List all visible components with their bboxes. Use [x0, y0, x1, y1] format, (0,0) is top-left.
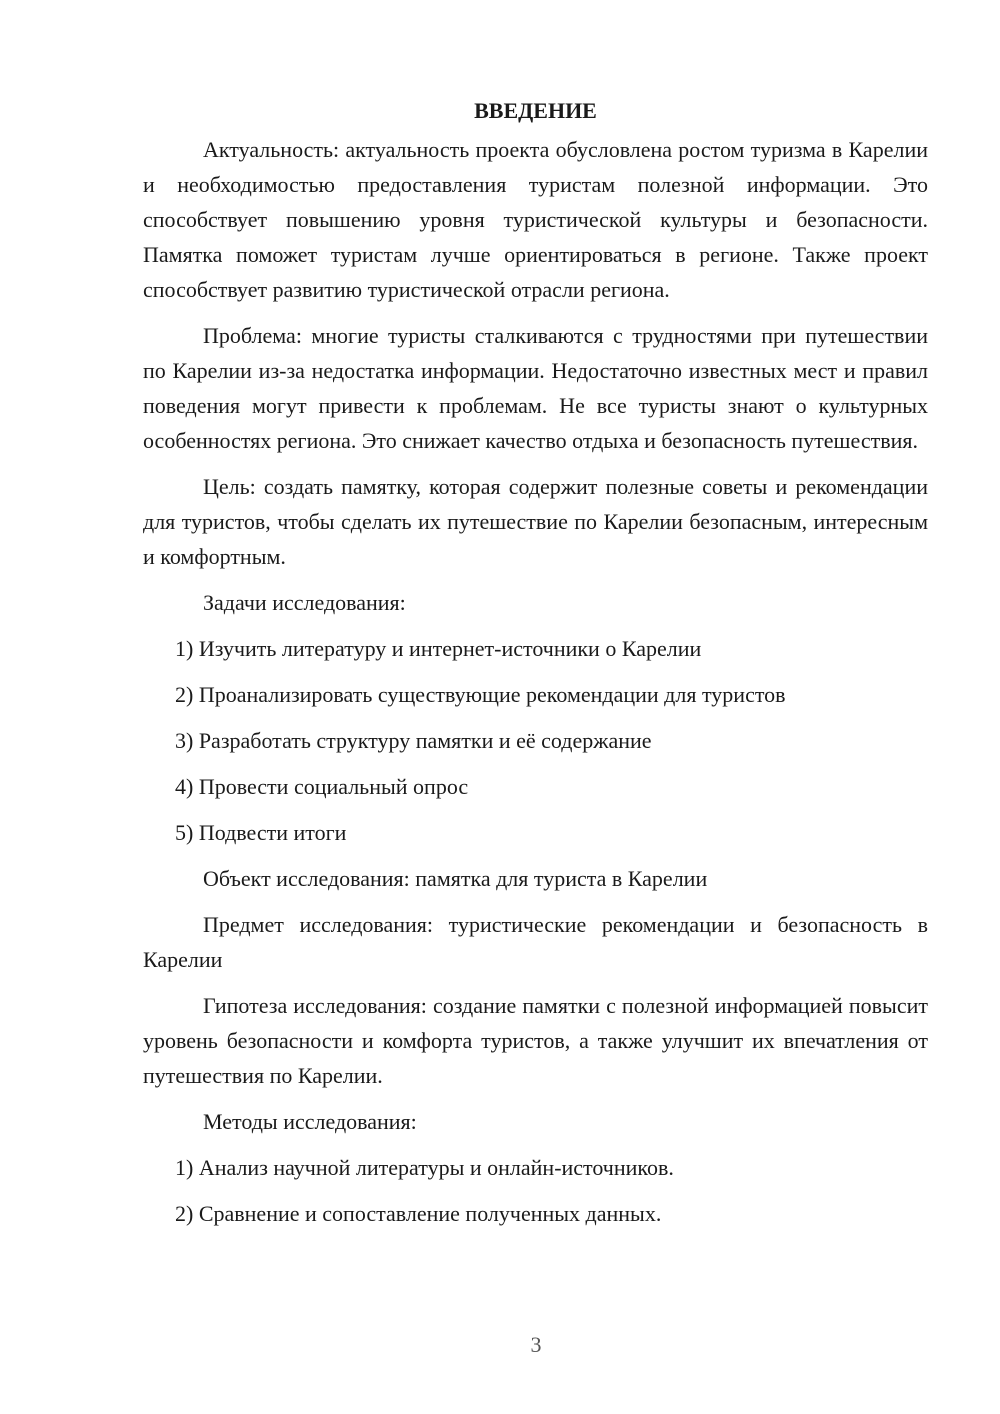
object-line: Объект исследования: памятка для туриста в Карелии — [203, 866, 708, 891]
list-item: 5) Подвести итоги — [175, 820, 347, 845]
document-body — [143, 93, 928, 1242]
hypothesis-paragraph: Гипотеза исследования: создание памятки с полезной информацией повысит уровень безопасности и комфорта туристов, а также улучшит их впечатления от путешествия по Карелии. — [143, 993, 928, 1088]
relevance-paragraph: Актуальность: актуальность проекта обусловлена ростом туризма в Карелии и необходимостью предоставления туристам полезной информации. Это способствует повышению уровня туристической культуры и безопасности. Памятка поможет туристам лучше ориентироваться в регионе. Также проект способствует развитию туристической отрасли региона. — [143, 137, 928, 302]
problem-paragraph: Проблема: многие туристы сталкиваются с трудностями при путешествии по Карелии из-за недостатка информации. Недостаточно известных мест и правил поведения могут привести к проблемам. Не все туристы знают о культурных особенностях региона. Это снижает качество отдыха и безопасность путешествия. — [143, 323, 928, 453]
methods-list — [143, 1150, 928, 1231]
page-number: 3 — [530, 1332, 542, 1357]
list-item: 1) Изучить литературу и интернет-источники о Карелии — [175, 636, 702, 661]
list-item: 4) Провести социальный опрос — [175, 774, 469, 799]
goal-paragraph: Цель: создать памятку, которая содержит полезные советы и рекомендации для туристов, чтобы сделать их путешествие по Карелии безопасным, интересным и комфортным. — [143, 474, 928, 569]
list-item: 2) Сравнение и сопоставление полученных данных. — [175, 1201, 662, 1226]
tasks-label: Задачи исследования: — [203, 590, 406, 615]
list-item: 2) Проанализировать существующие рекомендации для туристов — [175, 682, 786, 707]
list-item: 3) Разработать структуру памятки и её содержание — [175, 728, 652, 753]
subject-paragraph: Предмет исследования: туристические рекомендации и безопасность в Карелии — [143, 912, 928, 972]
tasks-list — [143, 631, 928, 850]
page-title: ВВЕДЕНИЕ — [474, 98, 597, 123]
list-item: 1) Анализ научной литературы и онлайн-источников. — [175, 1155, 674, 1180]
methods-label: Методы исследования: — [203, 1109, 417, 1134]
